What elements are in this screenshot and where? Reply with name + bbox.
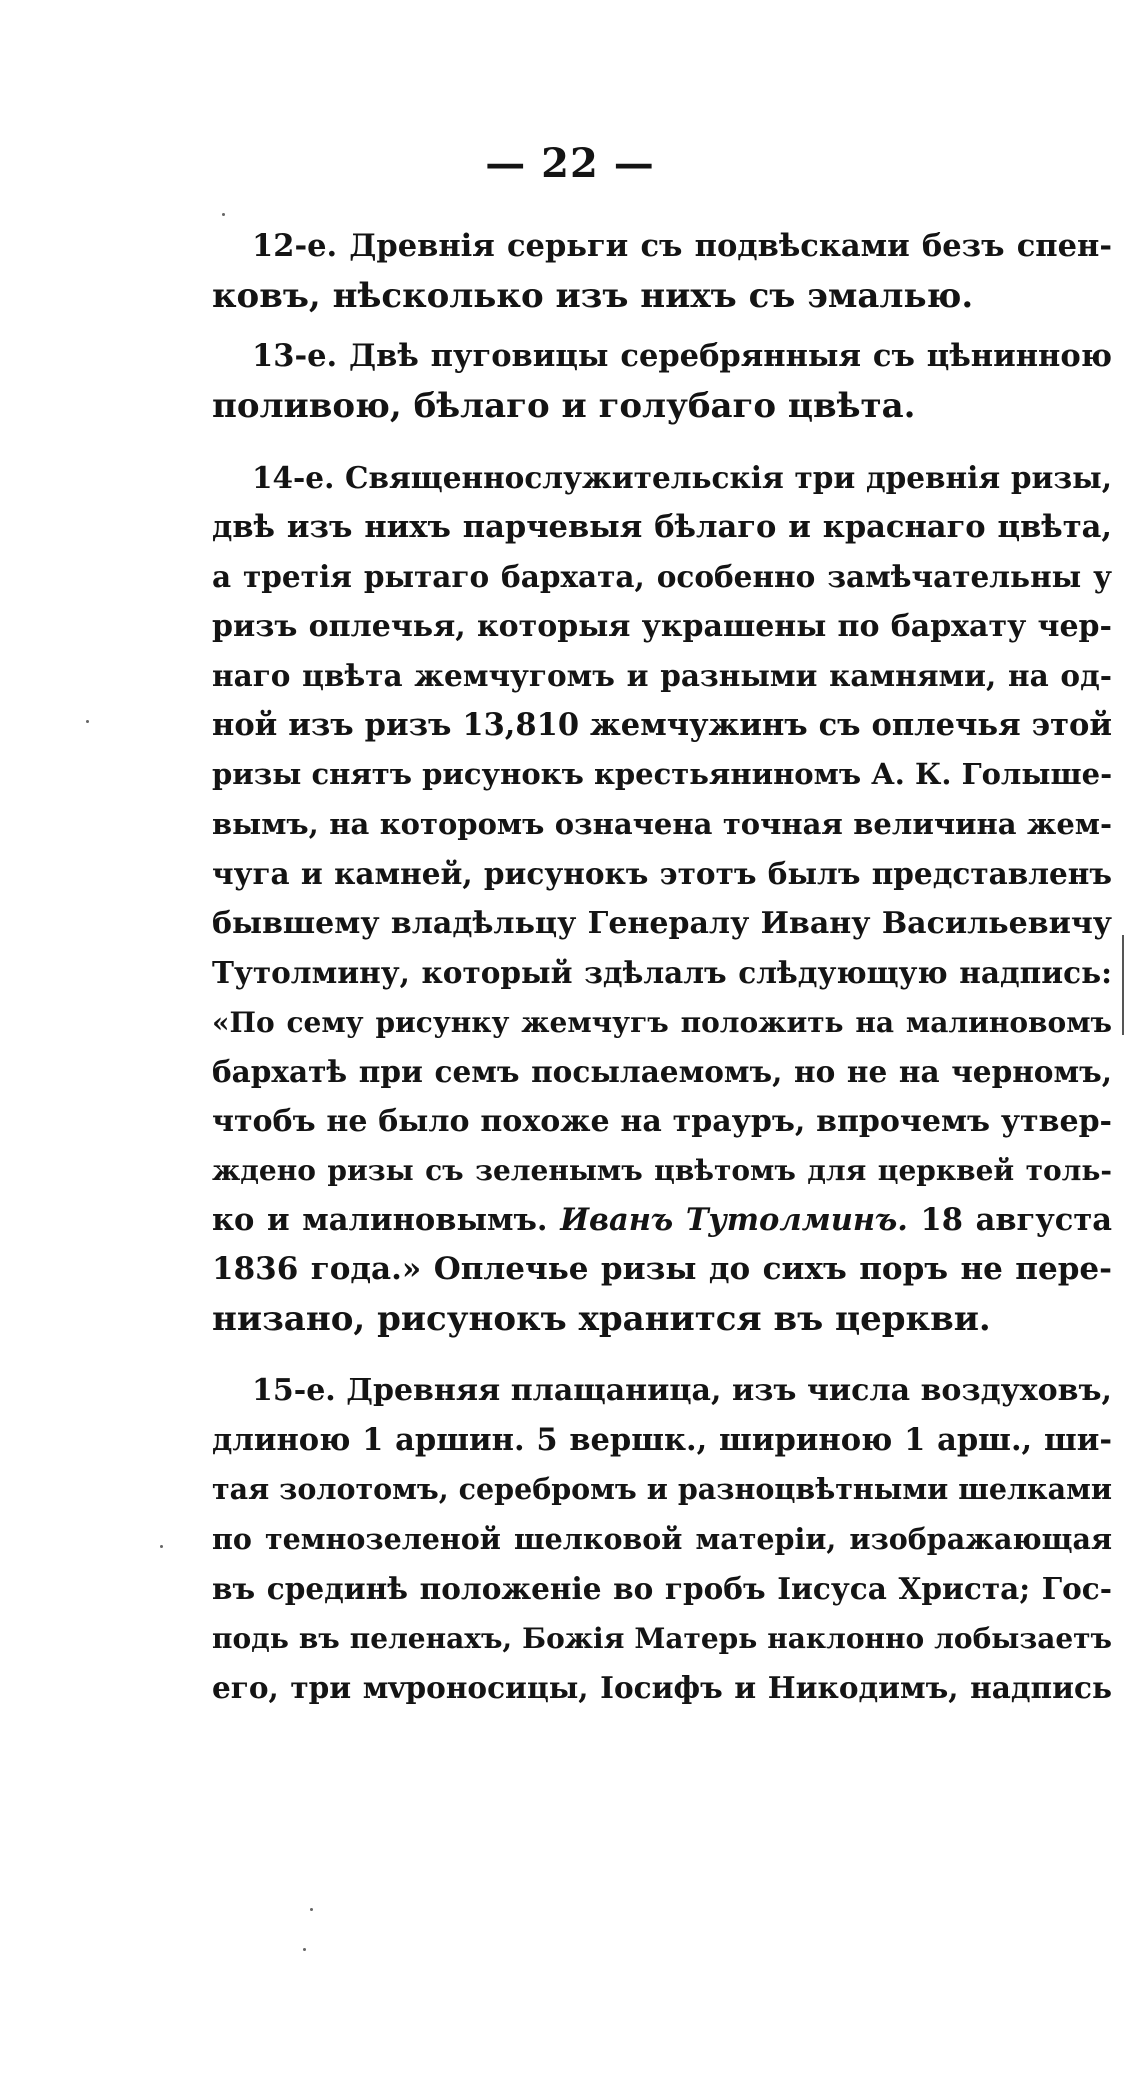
text-line: чтобъ не было похоже на трауръ, впрочемъ утвер- bbox=[212, 1103, 1112, 1139]
scan-speck bbox=[222, 213, 225, 216]
text-line: подь въ пеленахъ, Божія Матерь наклонно лобызаетъ bbox=[212, 1621, 1112, 1655]
text-line: по темнозеленой шелковой матеріи, изображающая bbox=[212, 1521, 1112, 1556]
text-line: двѣ изъ нихъ парчевыя бѣлаго и краснаго цвѣта, bbox=[212, 508, 1112, 545]
date-text: 18 августа bbox=[920, 1201, 1112, 1238]
entry-15 bbox=[212, 1366, 1112, 1713]
text-line: «По сему рисунку жемчугъ положить на малиновомъ bbox=[212, 1005, 1112, 1039]
text-line: бывшему владѣльцу Генералу Ивану Васильевичу bbox=[212, 905, 1112, 941]
text-line: ждено ризы съ зеленымъ цвѣтомъ для церквей толь- bbox=[212, 1154, 1112, 1187]
text-line: въ срединѣ положеніе во гробъ Іисуса Христа; Гос- bbox=[212, 1571, 1112, 1606]
text-line: 12-е. Древнія серьги съ подвѣсками безъ спен- bbox=[252, 228, 1112, 264]
text-line: бархатѣ при семъ посылаемомъ, но не на черномъ, bbox=[212, 1054, 1112, 1089]
text-segment: ко и малиновымъ. bbox=[212, 1201, 548, 1238]
scan-speck bbox=[303, 1948, 306, 1951]
scan-speck bbox=[160, 1545, 163, 1548]
text-line: ризы снятъ рисунокъ крестьяниномъ А. К. Голыше- bbox=[212, 757, 1113, 791]
page-body bbox=[212, 222, 1112, 1724]
text-line: тая золотомъ, серебромъ и разноцвѣтными шелками bbox=[212, 1472, 1112, 1506]
margin-rule bbox=[1122, 935, 1124, 1035]
text-line: низано, рисунокъ хранится въ церкви. bbox=[212, 1298, 991, 1339]
text-line: ковъ, нѣсколько изъ нихъ съ эмалью. bbox=[212, 275, 974, 316]
text-line: его, три мvроносицы, Іосифъ и Никодимъ, надпись bbox=[212, 1670, 1112, 1705]
entry-12 bbox=[212, 222, 1112, 321]
scan-speck bbox=[86, 720, 89, 723]
page-number: — 22 — bbox=[485, 140, 655, 187]
entry-14 bbox=[212, 453, 1112, 1344]
text-line-with-signature bbox=[212, 1196, 1112, 1246]
text-line: наго цвѣта жемчугомъ и разными камнями, на од- bbox=[212, 658, 1112, 693]
text-line: а третія рытаго бархата, особенно замѣчательны у bbox=[212, 559, 1112, 594]
text-line: 13-е. Двѣ пуговицы серебрянныя съ цѣнинною bbox=[252, 338, 1112, 374]
text-line: ризъ оплечья, которыя украшены по бархату чер- bbox=[212, 608, 1112, 644]
text-line: ной изъ ризъ 13,810 жемчужинъ съ оплечья этой bbox=[212, 706, 1112, 743]
text-line: поливою, бѣлаго и голубаго цвѣта. bbox=[212, 385, 916, 426]
entry-13 bbox=[212, 332, 1112, 431]
text-line: 15-е. Древняя плащаница, изъ числа воздуховъ, bbox=[252, 1373, 1112, 1408]
text-line: 14-е. Священнослужительскія три древнія ризы, bbox=[252, 460, 1112, 495]
text-line: Тутолмину, который здѣлалъ слѣдующую надпись: bbox=[212, 955, 1112, 990]
text-line: чуга и камней, рисунокъ этотъ былъ представленъ bbox=[212, 856, 1112, 891]
text-line: 1836 года.» Оплечье ризы до сихъ поръ не пере- bbox=[212, 1251, 1112, 1287]
text-line: длиною 1 аршин. 5 вершк., шириною 1 арш., ши- bbox=[212, 1421, 1112, 1458]
scan-speck bbox=[310, 1908, 313, 1911]
signature-text: Иванъ Тутолминъ. bbox=[560, 1201, 908, 1238]
text-line: вымъ, на которомъ означена точная величина жем- bbox=[212, 806, 1112, 841]
